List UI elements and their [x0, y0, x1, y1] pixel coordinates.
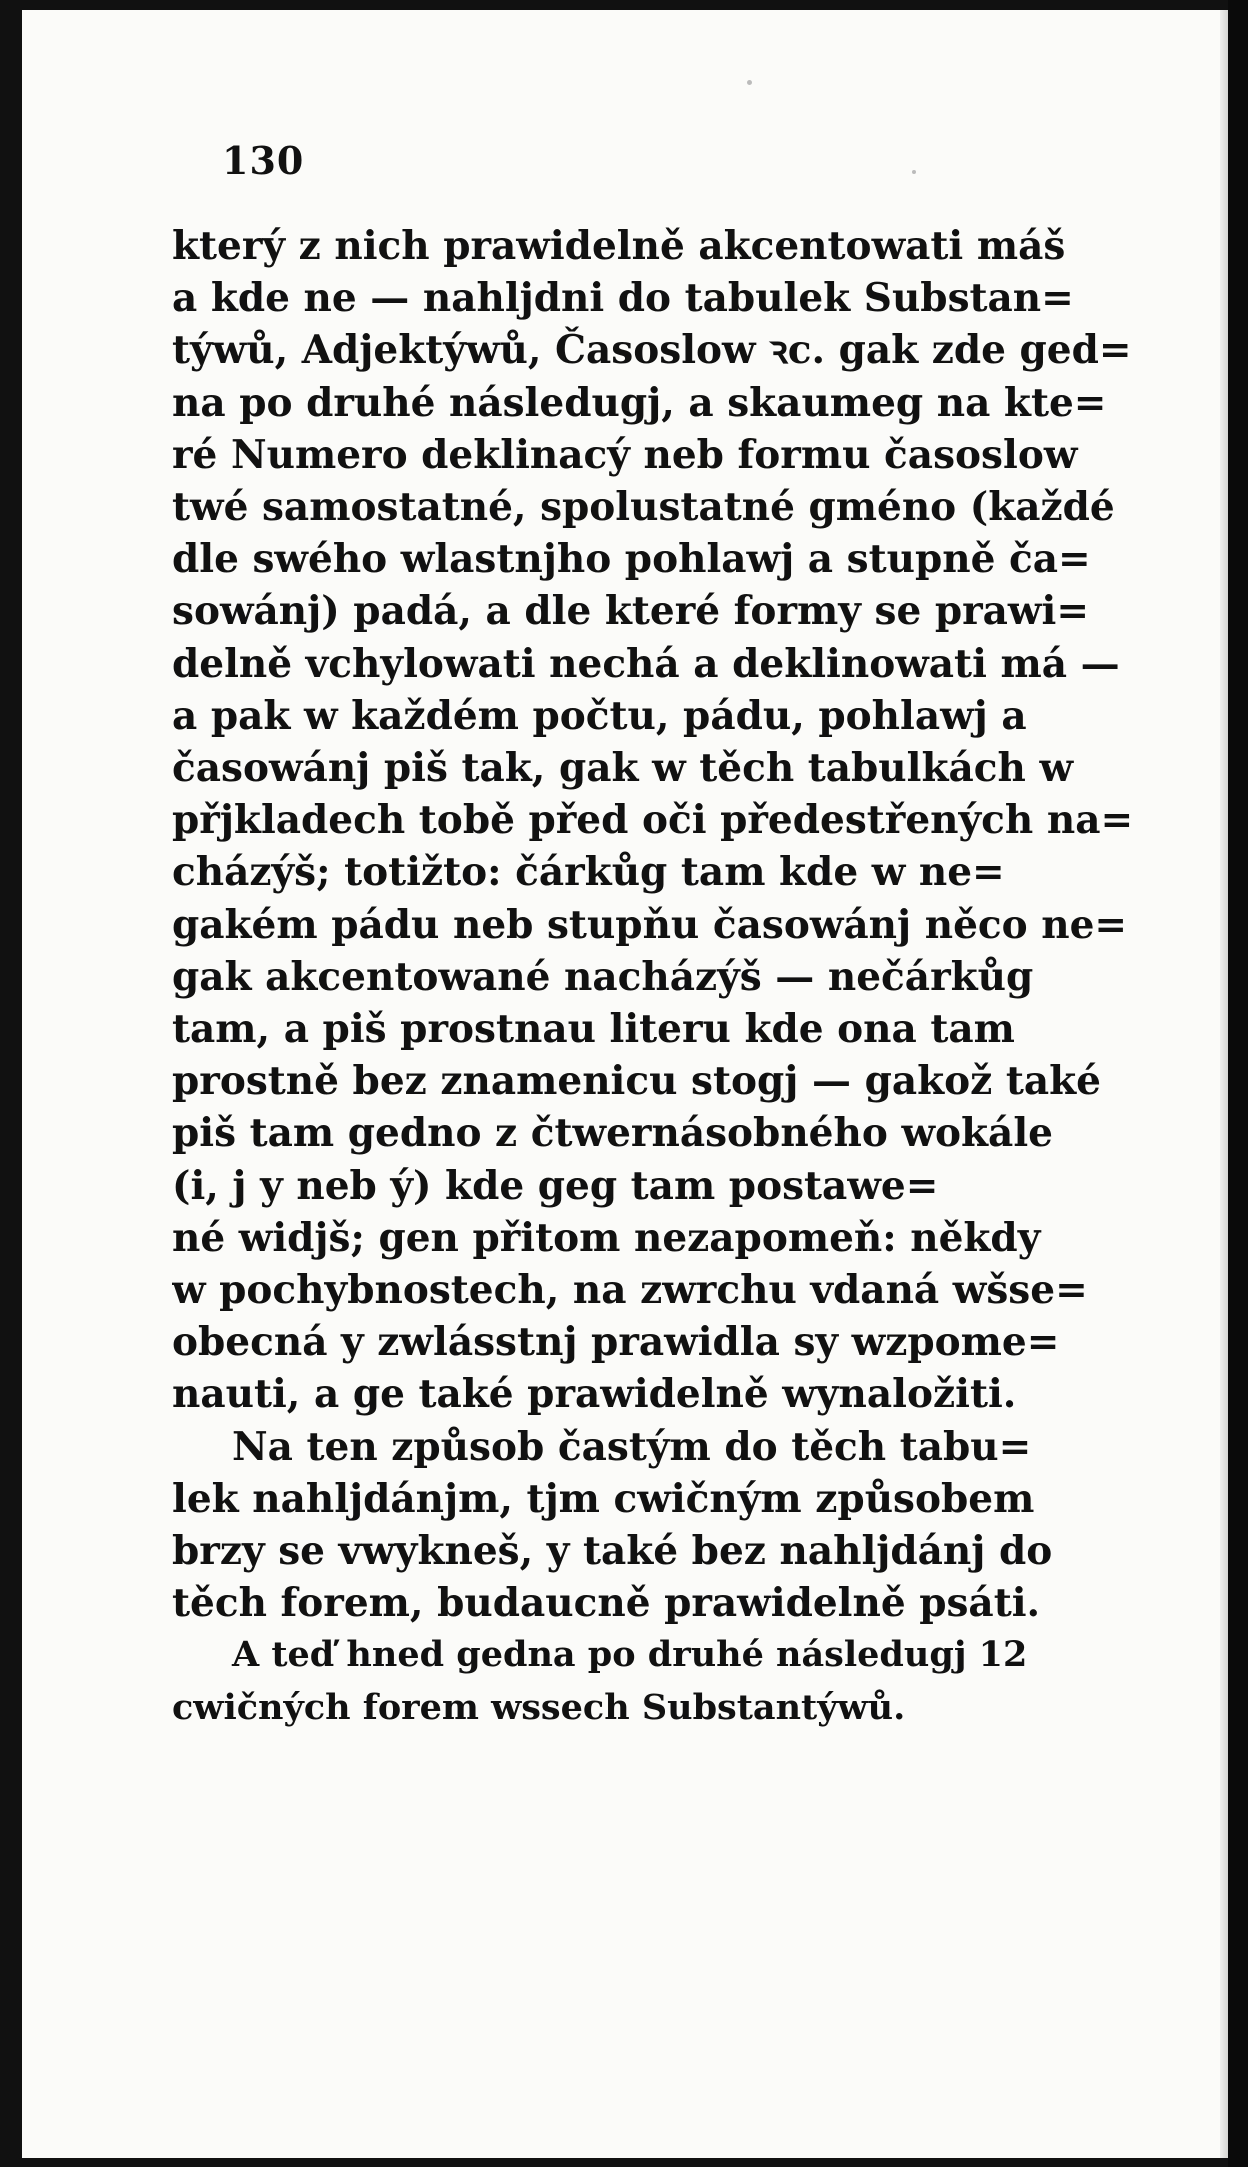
text-line: (i, j y neb ý) kde geg tam postawe=: [172, 1162, 939, 1209]
text-line: prostně bez znamenicu stogj — gakož také: [172, 1058, 1101, 1105]
text-line: delně vchylowati nechá a deklinowati má —: [172, 640, 1120, 687]
text-line: A teď hned gedna po druhé následugj 12: [232, 1634, 1028, 1676]
text-line: sowánj) padá, a dle které formy se prawi=: [172, 588, 1089, 635]
text-line: na po druhé následugj, a skaumeg na kte=: [172, 379, 1107, 426]
page-text: [172, 220, 1162, 1734]
text-line: obecná y zwlásstnj prawidla sy wzpome=: [172, 1319, 1060, 1366]
paper-speck: [912, 170, 916, 174]
page-number: 130: [222, 138, 305, 183]
text-line: který z nich prawidelně akcentowati máš: [172, 223, 1066, 269]
text-line: ré Numero deklinacý neb formu časoslow: [172, 431, 1078, 478]
text-line: cházýš; totižto: čárkůg tam kde w ne=: [172, 849, 1005, 896]
text-line: twé samostatné, spolustatné gméno (každé: [172, 484, 1115, 531]
text-line: w pochybnostech, na zwrchu vdaná wšse=: [172, 1267, 1088, 1314]
text-line: a pak w každém počtu, pádu, pohlawj a: [172, 692, 1027, 739]
paper-speck: [747, 80, 752, 85]
text-line: časowánj piš tak, gak w těch tabulkách w: [172, 745, 1074, 792]
text-line: né widjš; gen přitom nezapomeň: někdy: [172, 1214, 1041, 1261]
text-line: gak akcentowané nacházýš — nečárkůg: [172, 953, 1034, 1000]
text-line: přjkladech tobě před oči předestřených na=: [172, 797, 1134, 844]
text-line: cwičných forem wssech Substantýwů.: [172, 1686, 906, 1728]
scan-border: [1228, 0, 1248, 2167]
text-line: Na ten způsob častým do těch tabu=: [232, 1423, 1032, 1470]
text-line: lek nahljdánjm, tjm cwičným způsobem: [172, 1475, 1035, 1522]
text-line: tam, a piš prostnau literu kde ona tam: [172, 1006, 1015, 1053]
text-line: piš tam gedno z čtwernásobného wokále: [172, 1110, 1053, 1157]
text-line: dle swého wlastnjho pohlawj a stupně ča=: [172, 536, 1091, 583]
text-line: gakém pádu neb stupňu časowánj něco ne=: [172, 901, 1128, 948]
book-page: [22, 10, 1230, 2158]
text-line: a kde ne — nahljdni do tabulek Substan=: [172, 275, 1074, 322]
text-line: těch forem, budaucně prawidelně psáti.: [172, 1580, 1041, 1627]
text-line: týwů, Adjektýwů, Časoslow ꝛc. gak zde ged=: [172, 327, 1132, 374]
text-line: brzy se vwykneš, y také bez nahljdánj do: [172, 1528, 1053, 1575]
text-line: nauti, a ge také prawidelně wynaložiti.: [172, 1371, 1017, 1418]
